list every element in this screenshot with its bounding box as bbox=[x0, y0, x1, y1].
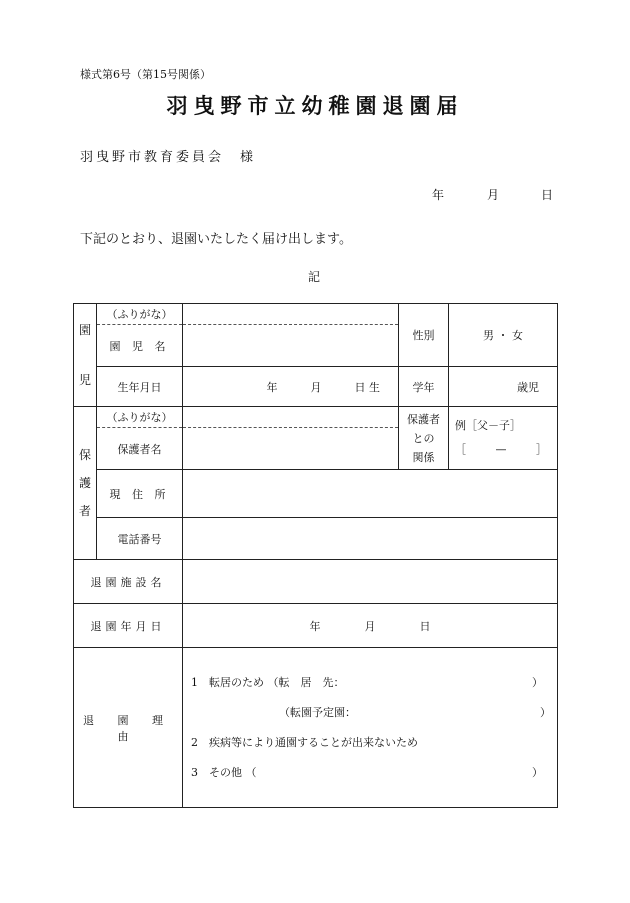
intro-text: 下記のとおり、退園いたしたく届け出します。 bbox=[80, 232, 352, 247]
child-name-label: 園 児 名 bbox=[97, 325, 183, 367]
date-month: 月 bbox=[487, 188, 500, 202]
guardian-name-field[interactable] bbox=[183, 428, 399, 470]
relation-example: 例［父－子］ bbox=[455, 419, 521, 432]
withdraw-date-field[interactable]: 年 月 日 bbox=[183, 604, 558, 648]
gender-label: 性別 bbox=[399, 304, 449, 367]
withdraw-date-label: 退園年月日 bbox=[74, 604, 183, 648]
document-title: 羽曳野市立幼稚園退園届 bbox=[166, 93, 464, 118]
withdrawal-form-table bbox=[73, 303, 558, 808]
ki-marker: 記 bbox=[308, 270, 321, 284]
form-number: 様式第6号（第15号関係） bbox=[80, 68, 211, 81]
child-furigana-field[interactable] bbox=[183, 304, 399, 325]
grade-field[interactable]: 歳児 bbox=[449, 367, 558, 407]
phone-label: 電話番号 bbox=[97, 518, 183, 560]
reason-1-transfer[interactable]: （転園予定園： ） bbox=[279, 705, 551, 719]
reason-2[interactable]: 2 疾病等により通園することが出来ないため bbox=[191, 735, 418, 749]
reason-1[interactable]: 1 転居のため （転 居 先： ） bbox=[191, 675, 543, 689]
birthdate-field[interactable]: 年 月 日 生 bbox=[183, 367, 399, 407]
birthdate-label: 生年月日 bbox=[97, 367, 183, 407]
phone-field[interactable] bbox=[183, 518, 558, 560]
guardian-furigana-label: （ふりがな） bbox=[97, 407, 183, 428]
address-field[interactable] bbox=[183, 470, 558, 518]
guardian-name-label: 保護者名 bbox=[97, 428, 183, 470]
facility-label: 退園施設名 bbox=[74, 560, 183, 604]
reason-label: 退 園 理 由 bbox=[74, 648, 183, 808]
child-group-label: 園 児 bbox=[74, 304, 97, 407]
date-year: 年 bbox=[432, 188, 445, 202]
address-label: 現 住 所 bbox=[97, 470, 183, 518]
relation-blank: ［ — ］ bbox=[455, 443, 547, 456]
reason-field[interactable] bbox=[183, 648, 558, 808]
reason-3[interactable]: 3 その他 （ ） bbox=[191, 765, 543, 779]
addressee: 羽曳野市教育委員会 様 bbox=[80, 150, 257, 165]
facility-field[interactable] bbox=[183, 560, 558, 604]
gender-value[interactable]: 男 ・ 女 bbox=[449, 304, 558, 367]
relation-field[interactable] bbox=[449, 407, 558, 470]
guardian-group-label: 保 護 者 bbox=[74, 407, 97, 560]
child-furigana-label: （ふりがな） bbox=[97, 304, 183, 325]
date-day: 日 bbox=[541, 188, 554, 202]
child-name-field[interactable] bbox=[183, 325, 399, 367]
relation-label: 保護者 との 関係 bbox=[399, 407, 449, 470]
grade-label: 学年 bbox=[399, 367, 449, 407]
guardian-furigana-field[interactable] bbox=[183, 407, 399, 428]
